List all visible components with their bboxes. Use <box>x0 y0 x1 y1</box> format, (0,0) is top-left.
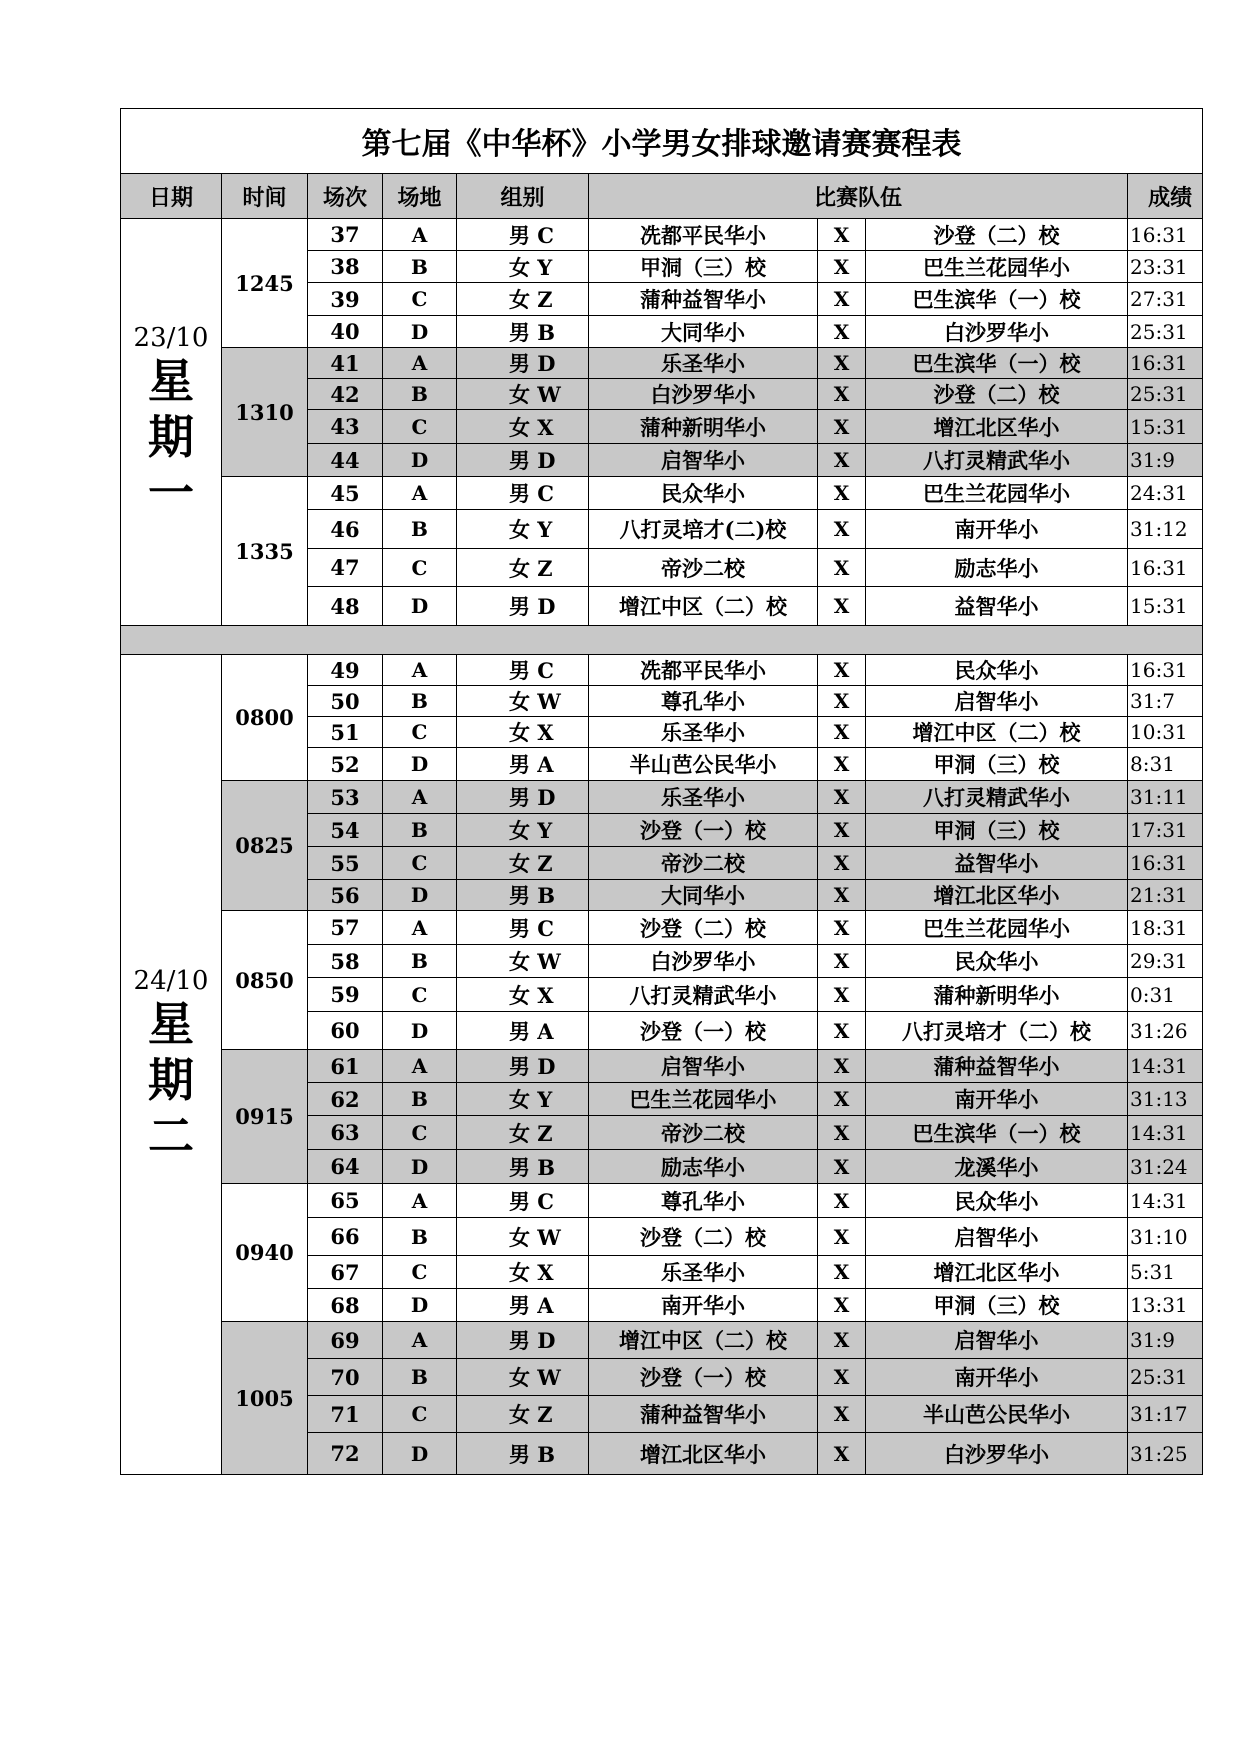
group-cell: 女 Y <box>457 251 589 283</box>
match-number: 37 <box>308 219 383 251</box>
team1-cell: 蒲种新明华小 <box>589 410 818 444</box>
team1-cell: 乐圣华小 <box>589 1256 818 1289</box>
vs-cell: X <box>818 686 866 717</box>
team2-cell: 启智华小 <box>866 1218 1128 1256</box>
team2-cell: 蒲种新明华小 <box>866 978 1128 1012</box>
vs-cell: X <box>818 1289 866 1322</box>
vs-cell: X <box>818 880 866 911</box>
vs-cell: X <box>818 510 866 549</box>
vs-cell: X <box>818 1012 866 1050</box>
score-cell: 31:10 <box>1128 1218 1203 1256</box>
team2-cell: 沙登（二）校 <box>866 379 1128 410</box>
team2-cell: 白沙罗华小 <box>866 316 1128 348</box>
group-cell: 女 Z <box>457 283 589 316</box>
score-cell: 13:31 <box>1128 1289 1203 1322</box>
time-cell: 0850 <box>222 911 308 1050</box>
team1-cell: 尊孔华小 <box>589 1184 818 1218</box>
group-cell: 男 D <box>457 1322 589 1359</box>
match-number: 56 <box>308 880 383 911</box>
header-teams: 比赛队伍 <box>589 174 1128 219</box>
court-cell: A <box>383 348 457 379</box>
time-cell: 0940 <box>222 1184 308 1322</box>
vs-cell: X <box>818 655 866 686</box>
time-cell: 1335 <box>222 477 308 626</box>
group-cell: 男 B <box>457 1150 589 1184</box>
court-cell: B <box>383 251 457 283</box>
match-number: 70 <box>308 1359 383 1396</box>
match-number: 43 <box>308 410 383 444</box>
court-cell: C <box>383 1396 457 1433</box>
table-row <box>121 348 1203 379</box>
team1-cell: 大同华小 <box>589 880 818 911</box>
score-cell: 23:31 <box>1128 251 1203 283</box>
time-cell: 1245 <box>222 219 308 348</box>
match-number: 65 <box>308 1184 383 1218</box>
team1-cell: 乐圣华小 <box>589 717 818 748</box>
team2-cell: 南开华小 <box>866 1359 1128 1396</box>
group-cell: 男 D <box>457 348 589 379</box>
group-cell: 男 C <box>457 655 589 686</box>
score-cell: 31:12 <box>1128 510 1203 549</box>
team2-cell: 民众华小 <box>866 1184 1128 1218</box>
group-cell: 女 W <box>457 945 589 978</box>
group-cell: 男 C <box>457 477 589 510</box>
match-number: 57 <box>308 911 383 945</box>
vs-cell: X <box>818 444 866 477</box>
vs-cell: X <box>818 379 866 410</box>
match-number: 50 <box>308 686 383 717</box>
court-cell: A <box>383 1184 457 1218</box>
group-cell: 女 Y <box>457 1083 589 1116</box>
vs-cell: X <box>818 978 866 1012</box>
vs-cell: X <box>818 587 866 626</box>
team1-cell: 沙登（二）校 <box>589 1218 818 1256</box>
time-cell: 1005 <box>222 1322 308 1475</box>
match-number: 61 <box>308 1050 383 1083</box>
vs-cell: X <box>818 1322 866 1359</box>
score-cell: 14:31 <box>1128 1116 1203 1150</box>
court-cell: A <box>383 1050 457 1083</box>
team1-cell: 蒲种益智华小 <box>589 283 818 316</box>
day-separator-row <box>121 626 1203 655</box>
score-cell: 25:31 <box>1128 316 1203 348</box>
vs-cell: X <box>818 1184 866 1218</box>
vs-cell: X <box>818 1116 866 1150</box>
vs-cell: X <box>818 316 866 348</box>
match-number: 60 <box>308 1012 383 1050</box>
schedule-body <box>121 219 1203 1475</box>
table-row <box>121 1184 1203 1218</box>
group-cell: 男 A <box>457 748 589 781</box>
match-number: 51 <box>308 717 383 748</box>
vs-cell: X <box>818 1359 866 1396</box>
team2-cell: 龙溪华小 <box>866 1150 1128 1184</box>
court-cell: D <box>383 1289 457 1322</box>
vs-cell: X <box>818 1083 866 1116</box>
team1-cell: 帝沙二校 <box>589 1116 818 1150</box>
court-cell: B <box>383 1083 457 1116</box>
team2-cell: 益智华小 <box>866 587 1128 626</box>
team2-cell: 增江北区华小 <box>866 1256 1128 1289</box>
team1-cell: 乐圣华小 <box>589 781 818 814</box>
court-cell: C <box>383 978 457 1012</box>
match-number: 71 <box>308 1396 383 1433</box>
court-cell: D <box>383 1150 457 1184</box>
time-cell: 0915 <box>222 1050 308 1184</box>
team1-cell: 冼都平民华小 <box>589 655 818 686</box>
header-match: 场次 <box>308 174 383 219</box>
score-cell: 16:31 <box>1128 655 1203 686</box>
team1-cell: 白沙罗华小 <box>589 945 818 978</box>
court-cell: D <box>383 587 457 626</box>
team1-cell: 八打灵精武华小 <box>589 978 818 1012</box>
team2-cell: 南开华小 <box>866 510 1128 549</box>
team1-cell: 冼都平民华小 <box>589 219 818 251</box>
court-cell: B <box>383 686 457 717</box>
group-cell: 男 B <box>457 316 589 348</box>
match-number: 49 <box>308 655 383 686</box>
match-number: 46 <box>308 510 383 549</box>
match-number: 67 <box>308 1256 383 1289</box>
team1-cell: 启智华小 <box>589 444 818 477</box>
court-cell: D <box>383 748 457 781</box>
team2-cell: 甲洞（三）校 <box>866 814 1128 847</box>
group-cell: 男 A <box>457 1012 589 1050</box>
team2-cell: 巴生滨华（一）校 <box>866 348 1128 379</box>
court-cell: A <box>383 911 457 945</box>
court-cell: C <box>383 283 457 316</box>
match-number: 38 <box>308 251 383 283</box>
team2-cell: 巴生滨华（一）校 <box>866 283 1128 316</box>
score-cell: 31:7 <box>1128 686 1203 717</box>
match-number: 45 <box>308 477 383 510</box>
team1-cell: 沙登（二）校 <box>589 911 818 945</box>
header-date: 日期 <box>121 174 222 219</box>
match-number: 64 <box>308 1150 383 1184</box>
vs-cell: X <box>818 1256 866 1289</box>
score-cell: 14:31 <box>1128 1050 1203 1083</box>
match-number: 68 <box>308 1289 383 1322</box>
score-cell: 18:31 <box>1128 911 1203 945</box>
score-cell: 31:26 <box>1128 1012 1203 1050</box>
group-cell: 女 X <box>457 410 589 444</box>
score-cell: 16:31 <box>1128 847 1203 880</box>
time-cell: 1310 <box>222 348 308 477</box>
group-cell: 女 X <box>457 1256 589 1289</box>
team2-cell: 巴生兰花园华小 <box>866 477 1128 510</box>
match-number: 58 <box>308 945 383 978</box>
court-cell: C <box>383 847 457 880</box>
time-cell: 0800 <box>222 655 308 781</box>
team1-cell: 大同华小 <box>589 316 818 348</box>
team1-cell: 沙登（一）校 <box>589 1012 818 1050</box>
team1-cell: 半山芭公民华小 <box>589 748 818 781</box>
score-cell: 31:13 <box>1128 1083 1203 1116</box>
court-cell: C <box>383 717 457 748</box>
team1-cell: 蒲种益智华小 <box>589 1396 818 1433</box>
team2-cell: 白沙罗华小 <box>866 1433 1128 1475</box>
group-cell: 男 C <box>457 911 589 945</box>
group-cell: 女 X <box>457 978 589 1012</box>
team2-cell: 巴生滨华（一）校 <box>866 1116 1128 1150</box>
court-cell: B <box>383 1359 457 1396</box>
match-number: 52 <box>308 748 383 781</box>
table-row <box>121 655 1203 686</box>
team1-cell: 帝沙二校 <box>589 549 818 587</box>
match-number: 59 <box>308 978 383 1012</box>
group-cell: 男 C <box>457 219 589 251</box>
score-cell: 31:11 <box>1128 781 1203 814</box>
group-cell: 女 Z <box>457 1116 589 1150</box>
group-cell: 男 B <box>457 880 589 911</box>
vs-cell: X <box>818 283 866 316</box>
group-cell: 男 D <box>457 587 589 626</box>
schedule-sheet <box>120 108 1202 1475</box>
team1-cell: 增江中区（二）校 <box>589 1322 818 1359</box>
score-cell: 31:9 <box>1128 444 1203 477</box>
score-cell: 5:31 <box>1128 1256 1203 1289</box>
score-cell: 21:31 <box>1128 880 1203 911</box>
table-row <box>121 781 1203 814</box>
time-cell: 0825 <box>222 781 308 911</box>
vs-cell: X <box>818 717 866 748</box>
vs-cell: X <box>818 781 866 814</box>
table-row <box>121 911 1203 945</box>
date-cell <box>121 655 222 1475</box>
score-cell: 10:31 <box>1128 717 1203 748</box>
vs-cell: X <box>818 549 866 587</box>
team2-cell: 巴生兰花园华小 <box>866 911 1128 945</box>
match-number: 55 <box>308 847 383 880</box>
team2-cell: 增江北区华小 <box>866 410 1128 444</box>
court-cell: D <box>383 316 457 348</box>
team2-cell: 巴生兰花园华小 <box>866 251 1128 283</box>
team2-cell: 甲洞（三）校 <box>866 1289 1128 1322</box>
score-cell: 29:31 <box>1128 945 1203 978</box>
score-cell: 0:31 <box>1128 978 1203 1012</box>
score-cell: 16:31 <box>1128 549 1203 587</box>
team2-cell: 增江中区（二）校 <box>866 717 1128 748</box>
team2-cell: 八打灵培才（二）校 <box>866 1012 1128 1050</box>
match-number: 69 <box>308 1322 383 1359</box>
group-cell: 女 X <box>457 717 589 748</box>
court-cell: A <box>383 655 457 686</box>
court-cell: A <box>383 781 457 814</box>
court-cell: B <box>383 379 457 410</box>
vs-cell: X <box>818 348 866 379</box>
score-cell: 31:25 <box>1128 1433 1203 1475</box>
team1-cell: 沙登（一）校 <box>589 814 818 847</box>
group-cell: 女 Y <box>457 510 589 549</box>
weekday-char: 星 <box>148 996 194 1051</box>
match-number: 48 <box>308 587 383 626</box>
vs-cell: X <box>818 219 866 251</box>
group-cell: 男 D <box>457 781 589 814</box>
team2-cell: 启智华小 <box>866 686 1128 717</box>
team2-cell: 八打灵精武华小 <box>866 781 1128 814</box>
team2-cell: 八打灵精武华小 <box>866 444 1128 477</box>
table-row <box>121 477 1203 510</box>
score-cell: 24:31 <box>1128 477 1203 510</box>
score-cell: 16:31 <box>1128 348 1203 379</box>
header-row <box>121 174 1203 219</box>
team2-cell: 沙登（二）校 <box>866 219 1128 251</box>
table-row <box>121 1050 1203 1083</box>
team1-cell: 巴生兰花园华小 <box>589 1083 818 1116</box>
match-number: 62 <box>308 1083 383 1116</box>
court-cell: A <box>383 1322 457 1359</box>
group-cell: 男 A <box>457 1289 589 1322</box>
score-cell: 25:31 <box>1128 379 1203 410</box>
team2-cell: 励志华小 <box>866 549 1128 587</box>
schedule-table <box>120 108 1203 1475</box>
header-score: 成绩 <box>1128 174 1203 219</box>
vs-cell: X <box>818 911 866 945</box>
group-cell: 女 Z <box>457 549 589 587</box>
score-cell: 17:31 <box>1128 814 1203 847</box>
court-cell: A <box>383 219 457 251</box>
group-cell: 男 B <box>457 1433 589 1475</box>
team1-cell: 励志华小 <box>589 1150 818 1184</box>
table-row <box>121 1322 1203 1359</box>
score-cell: 25:31 <box>1128 1359 1203 1396</box>
court-cell: B <box>383 814 457 847</box>
group-cell: 女 W <box>457 1359 589 1396</box>
vs-cell: X <box>818 748 866 781</box>
court-cell: B <box>383 510 457 549</box>
score-cell: 31:24 <box>1128 1150 1203 1184</box>
team1-cell: 乐圣华小 <box>589 348 818 379</box>
group-cell: 男 C <box>457 1184 589 1218</box>
team2-cell: 半山芭公民华小 <box>866 1396 1128 1433</box>
score-cell: 31:17 <box>1128 1396 1203 1433</box>
court-cell: D <box>383 1012 457 1050</box>
team1-cell: 南开华小 <box>589 1289 818 1322</box>
group-cell: 女 W <box>457 686 589 717</box>
court-cell: D <box>383 444 457 477</box>
team2-cell: 蒲种益智华小 <box>866 1050 1128 1083</box>
weekday-char: 期 <box>148 1052 194 1107</box>
group-cell: 女 Z <box>457 1396 589 1433</box>
team2-cell: 南开华小 <box>866 1083 1128 1116</box>
score-cell: 14:31 <box>1128 1184 1203 1218</box>
court-cell: A <box>383 477 457 510</box>
match-number: 63 <box>308 1116 383 1150</box>
date-label: 24/10 <box>133 965 209 996</box>
score-cell: 27:31 <box>1128 283 1203 316</box>
weekday-char: 二 <box>148 1108 194 1163</box>
team1-cell: 启智华小 <box>589 1050 818 1083</box>
court-cell: C <box>383 1256 457 1289</box>
vs-cell: X <box>818 477 866 510</box>
match-number: 42 <box>308 379 383 410</box>
score-cell: 16:31 <box>1128 219 1203 251</box>
team1-cell: 民众华小 <box>589 477 818 510</box>
weekday-char: 星 <box>148 354 194 408</box>
header-court: 场地 <box>383 174 457 219</box>
group-cell: 女 Z <box>457 847 589 880</box>
score-cell: 15:31 <box>1128 587 1203 626</box>
date-cell <box>121 219 222 626</box>
court-cell: C <box>383 410 457 444</box>
court-cell: B <box>383 1218 457 1256</box>
court-cell: C <box>383 549 457 587</box>
team1-cell: 帝沙二校 <box>589 847 818 880</box>
team2-cell: 民众华小 <box>866 655 1128 686</box>
vs-cell: X <box>818 1150 866 1184</box>
date-label: 23/10 <box>133 323 209 353</box>
header-group: 组别 <box>457 174 589 219</box>
court-cell: D <box>383 880 457 911</box>
team1-cell: 增江中区（二）校 <box>589 587 818 626</box>
table-row <box>121 219 1203 251</box>
team1-cell: 八打灵培才(二)校 <box>589 510 818 549</box>
group-cell: 女 Y <box>457 814 589 847</box>
group-cell: 男 D <box>457 444 589 477</box>
match-number: 41 <box>308 348 383 379</box>
match-number: 44 <box>308 444 383 477</box>
team1-cell: 白沙罗华小 <box>589 379 818 410</box>
team1-cell: 尊孔华小 <box>589 686 818 717</box>
group-cell: 女 W <box>457 379 589 410</box>
vs-cell: X <box>818 1433 866 1475</box>
vs-cell: X <box>818 410 866 444</box>
team1-cell: 甲洞（三）校 <box>589 251 818 283</box>
team1-cell: 增江北区华小 <box>589 1433 818 1475</box>
team2-cell: 甲洞（三）校 <box>866 748 1128 781</box>
weekday-char: 期 <box>148 410 194 464</box>
team2-cell: 民众华小 <box>866 945 1128 978</box>
vs-cell: X <box>818 814 866 847</box>
vs-cell: X <box>818 1050 866 1083</box>
team2-cell: 启智华小 <box>866 1322 1128 1359</box>
group-cell: 男 D <box>457 1050 589 1083</box>
vs-cell: X <box>818 1218 866 1256</box>
match-number: 66 <box>308 1218 383 1256</box>
page-title: 第七届《中华杯》小学男女排球邀请赛赛程表 <box>121 109 1203 174</box>
weekday-char: 一 <box>148 466 194 520</box>
header-time: 时间 <box>222 174 308 219</box>
match-number: 47 <box>308 549 383 587</box>
court-cell: C <box>383 1116 457 1150</box>
vs-cell: X <box>818 1396 866 1433</box>
match-number: 72 <box>308 1433 383 1475</box>
vs-cell: X <box>818 251 866 283</box>
vs-cell: X <box>818 847 866 880</box>
match-number: 39 <box>308 283 383 316</box>
court-cell: D <box>383 1433 457 1475</box>
team2-cell: 益智华小 <box>866 847 1128 880</box>
day-separator <box>121 626 1203 655</box>
score-cell: 8:31 <box>1128 748 1203 781</box>
court-cell: B <box>383 945 457 978</box>
score-cell: 15:31 <box>1128 410 1203 444</box>
vs-cell: X <box>818 945 866 978</box>
team2-cell: 增江北区华小 <box>866 880 1128 911</box>
group-cell: 女 W <box>457 1218 589 1256</box>
score-cell: 31:9 <box>1128 1322 1203 1359</box>
team1-cell: 沙登（一）校 <box>589 1359 818 1396</box>
match-number: 40 <box>308 316 383 348</box>
match-number: 53 <box>308 781 383 814</box>
match-number: 54 <box>308 814 383 847</box>
